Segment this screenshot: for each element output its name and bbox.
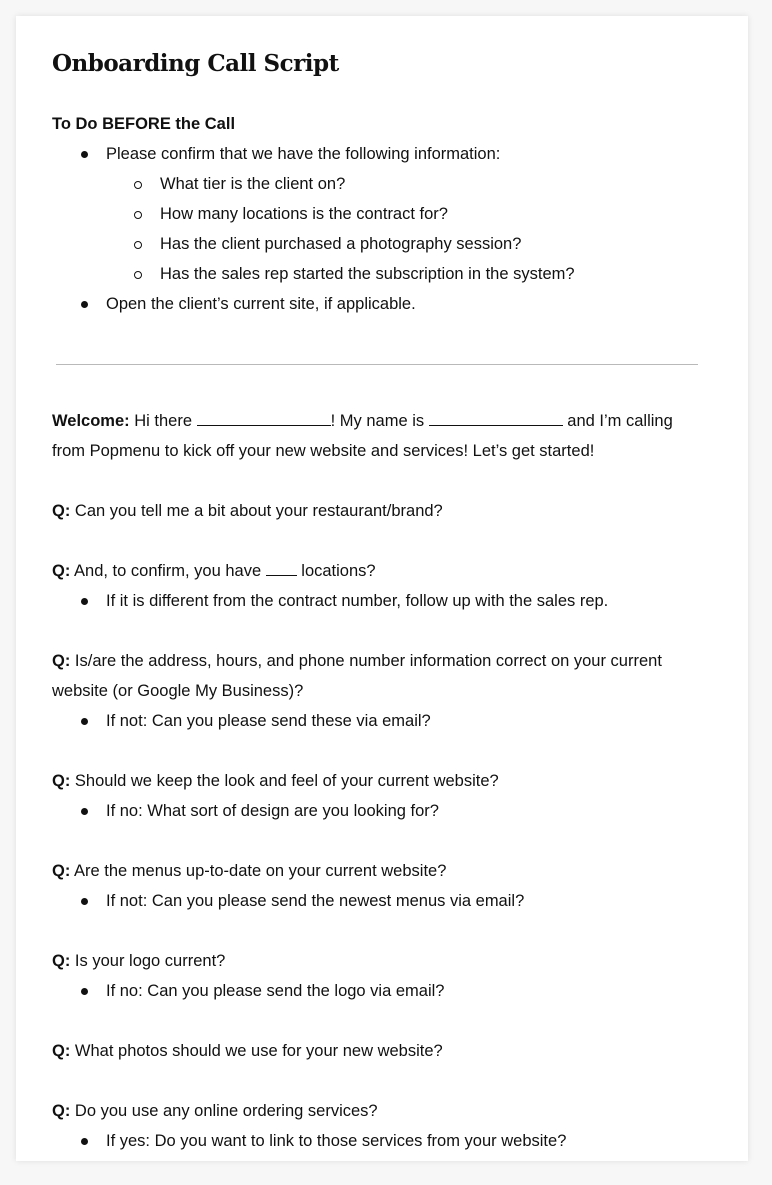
question-text: Do you use any online ordering services?	[70, 1102, 378, 1120]
question-label: Q:	[52, 562, 71, 580]
welcome-text: and I’m calling from Popmenu to kick off your new website and services! Let’s get started!	[52, 412, 673, 460]
question-8	[52, 1096, 712, 1156]
welcome-text: Hi there	[129, 412, 197, 430]
question-label: Q:	[52, 652, 71, 670]
question-label: Q:	[52, 1042, 71, 1060]
fill-in-blank	[266, 560, 297, 576]
question-label: Q:	[52, 772, 71, 790]
question-label: Q:	[52, 952, 71, 970]
question-3	[52, 646, 712, 736]
before-call-list	[52, 139, 712, 319]
question-text: Is/are the address, hours, and phone number information correct on your current website (or Google My Business)?	[52, 652, 662, 700]
follow-up-item: If no: Can you please send the logo via email?	[52, 976, 712, 1006]
question-7	[52, 1036, 712, 1066]
page-title: Onboarding Call Script	[52, 50, 339, 77]
welcome-paragraph	[52, 406, 712, 466]
question-text: Is your logo current?	[70, 952, 226, 970]
question-1	[52, 496, 712, 526]
before-call-heading: To Do BEFORE the Call	[52, 115, 236, 133]
sub-list-item: How many locations is the contract for?	[52, 199, 712, 229]
sub-list-item: Has the client purchased a photography session?	[52, 229, 712, 259]
question-label: Q:	[52, 862, 71, 880]
question-label: Q:	[52, 1102, 71, 1120]
question-4	[52, 766, 712, 826]
list-item: Please confirm that we have the following information:	[52, 139, 712, 169]
sub-list-item: Has the sales rep started the subscription in the system?	[52, 259, 712, 289]
welcome-label: Welcome:	[52, 412, 130, 430]
sub-list-item: What tier is the client on?	[52, 169, 712, 199]
horizontal-divider	[56, 364, 698, 365]
fill-in-blank	[197, 410, 331, 426]
list-item: Open the client’s current site, if applicable.	[52, 289, 712, 319]
follow-up-item: If it is different from the contract number, follow up with the sales rep.	[52, 586, 712, 616]
follow-up-item: If no: What sort of design are you looking for?	[52, 796, 712, 826]
question-2	[52, 556, 712, 616]
follow-up-item: If not: Can you please send the newest menus via email?	[52, 886, 712, 916]
question-text: locations?	[296, 562, 376, 580]
question-label: Q:	[52, 502, 71, 520]
question-5	[52, 856, 712, 916]
question-text: And, to confirm, you have	[70, 562, 266, 580]
fill-in-blank	[429, 410, 563, 426]
question-6	[52, 946, 712, 1006]
question-text: Should we keep the look and feel of your current website?	[70, 772, 499, 790]
document-page	[16, 16, 748, 1161]
before-call-section	[52, 109, 712, 319]
question-text: Are the menus up-to-date on your current website?	[70, 862, 447, 880]
welcome-text: ! My name is	[330, 412, 429, 430]
follow-up-item: If yes: Do you want to link to those services from your website?	[52, 1126, 712, 1156]
question-text: Can you tell me a bit about your restaurant/brand?	[70, 502, 443, 520]
question-text: What photos should we use for your new website?	[70, 1042, 443, 1060]
follow-up-item: If not: Can you please send these via email?	[52, 706, 712, 736]
